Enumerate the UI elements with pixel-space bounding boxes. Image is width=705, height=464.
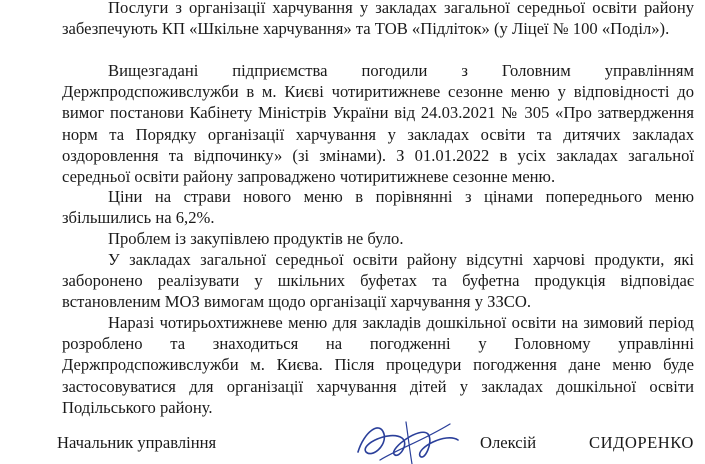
signature-block xyxy=(0,433,705,463)
paragraph-price-change xyxy=(62,186,694,228)
paragraph-text: У закладах загальної середньої освіти району відсутні харчові продукти, які заборонено реалізувати у шкільних буфетах та буфетна продукція відповідає встановленим МОЗ вимогам щодо організації харчування у ЗЗСО. xyxy=(62,250,694,312)
paragraph-text: Вищезгадані підприємства погодили з Головним управлінням Держпродспоживслужби в м. Києві чотиритижневе сезонне меню у відповідності до вимог постанови Кабінету Міністрів України від 24.03.2021 № 305 «Про затвердження норм та Порядку організації харчування у закладах освіти та дитячих закладах оздоровлення та відпочинку» (зі змінами). З 01.01.2022 в усіх закладах загальної середньої освіти району запроваджено чотиритижневе сезонне меню. xyxy=(62,61,694,187)
paragraph-text: Проблем із закупівлею продуктів не було. xyxy=(108,229,404,248)
signer-first-name: Олексій xyxy=(480,433,537,452)
position-title: Начальник управління xyxy=(57,433,217,452)
paragraph-text: Ціни на страви нового меню в порівнянні з цінами попереднього меню збільшились на 6,2%. xyxy=(62,187,694,228)
paragraph-preschool-menu xyxy=(62,312,694,418)
paragraph-catering-providers xyxy=(62,0,694,39)
signer-last-name: СИДОРЕНКО xyxy=(589,433,694,452)
paragraph-text: Послуги з організації харчування у закладах загальної середньої освіти району забезпечують КП «Шкільне харчування» та ТОВ «Підліток» (у Ліцеї № 100 «Поділ»). xyxy=(62,0,694,39)
paragraph-text: Наразі чотирьохтижневе меню для закладів дошкільної освіти на зимовий період розроблено та знаходиться на погодженні у Головному управлінні Держпродспоживслужби м. Києва. Після процедури погодження дане меню буде застосовуватися для організації харчування дітей у закладах дошкільної освіти Подільського району. xyxy=(62,313,694,417)
paragraph-procurement xyxy=(62,228,694,249)
paragraph-prohibited-products xyxy=(62,249,694,313)
paragraph-menu-approval xyxy=(62,60,694,187)
